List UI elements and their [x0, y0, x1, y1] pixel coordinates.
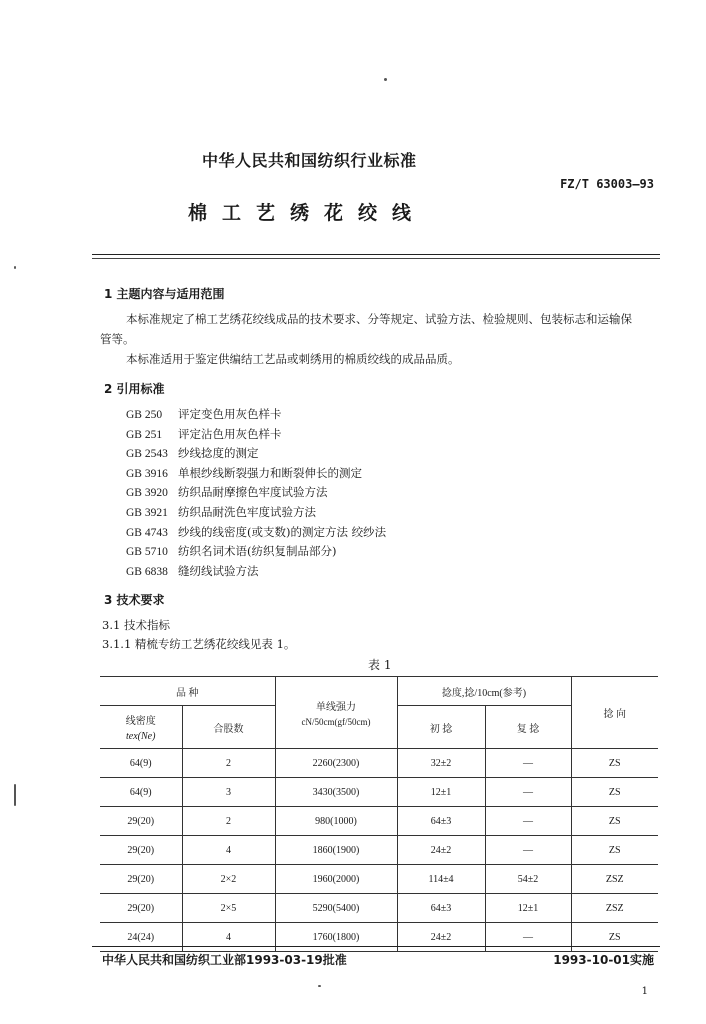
section-3-1-1-text: 3.1.1 精梳专纺工艺绣花绞线见表 1。	[102, 637, 296, 651]
reference-code: GB 6838	[126, 565, 168, 578]
cell-strength: 5290(5400)	[275, 894, 397, 923]
standard-code: FZ/T 63003—93	[560, 177, 654, 191]
table-row	[100, 836, 658, 865]
cell-initial: 114±4	[397, 865, 485, 894]
header-density	[100, 706, 182, 749]
table-row	[100, 807, 658, 836]
approval-line: 中华人民共和国纺织工业部1993-03-19批准	[102, 953, 347, 967]
cell-re: 12±1	[485, 894, 571, 923]
cell-initial: 24±2	[397, 836, 485, 865]
header-variety: 品 种	[100, 677, 275, 706]
section-3-heading: 3 技术要求	[104, 593, 165, 607]
table-row	[100, 749, 658, 778]
header-strength-unit: cN/50cm(gf/50cm)	[301, 717, 371, 727]
cell-ply: 2×5	[182, 894, 275, 923]
cell-strength: 1860(1900)	[275, 836, 397, 865]
issuing-organization: 中华人民共和国纺织行业标准	[202, 151, 417, 170]
header-twist-direction: 捻 向	[571, 677, 658, 749]
section-1-para-2: 本标准适用于鉴定供编结工艺品或刺绣用的棉质绞线的成品品质。	[126, 352, 460, 366]
header-strength-label: 单线强力	[316, 702, 356, 713]
section-1-para-1-line-1: 本标准规定了棉工艺绣花绞线成品的技术要求、分等规定、试验方法、检验规则、包装标志和运输保	[126, 312, 632, 326]
cell-re: 54±2	[485, 865, 571, 894]
cell-initial: 24±2	[397, 923, 485, 952]
cell-ply: 2	[182, 749, 275, 778]
reference-code: GB 250	[126, 409, 163, 421]
header-twist-re: 复 捻	[485, 706, 571, 749]
reference-title: 纺织品耐洗色牢度试验方法	[178, 505, 316, 519]
reference-title: 评定沾色用灰色样卡	[178, 426, 282, 441]
cell-strength: 3430(3500)	[275, 778, 397, 807]
cell-density: 29(20)	[100, 807, 182, 836]
cell-dir: ZS	[571, 778, 658, 807]
cell-re: —	[485, 923, 571, 952]
cell-initial: 64±3	[397, 894, 485, 923]
reference-title: 纺织名词术语(纺织复制品部分)	[178, 544, 337, 559]
reference-code: GB 251	[126, 428, 163, 441]
cell-re: —	[485, 807, 571, 836]
reference-item	[126, 504, 316, 520]
reference-code: GB 3916	[126, 467, 168, 480]
cell-strength: 1960(2000)	[275, 865, 397, 894]
reference-item	[126, 465, 362, 481]
scan-speck	[14, 784, 16, 806]
header-density-unit: tex(Ne)	[126, 731, 156, 742]
document-title: 棉工艺绣花绞线	[188, 202, 427, 224]
header-ply: 合股数	[182, 706, 275, 749]
section-2-heading: 2 引用标准	[104, 382, 165, 396]
cell-density: 29(20)	[100, 865, 182, 894]
cell-re: —	[485, 749, 571, 778]
cell-density: 29(20)	[100, 836, 182, 865]
cell-initial: 64±3	[397, 807, 485, 836]
reference-title: 评定变色用灰色样卡	[178, 407, 282, 421]
scan-speck	[318, 985, 321, 987]
reference-item	[126, 524, 386, 540]
header-strength	[275, 677, 397, 749]
cell-dir: ZS	[571, 923, 658, 952]
cell-density: 24(24)	[100, 923, 182, 952]
table-row	[100, 923, 658, 952]
cell-initial: 12±1	[397, 778, 485, 807]
reference-item	[126, 426, 282, 442]
section-3-1-heading: 3.1 技术指标	[102, 618, 170, 632]
cell-dir: ZS	[571, 836, 658, 865]
header-density-label: 线密度	[125, 716, 156, 727]
cell-ply: 3	[182, 778, 275, 807]
cell-dir: ZSZ	[571, 894, 658, 923]
header-twist-initial: 初 捻	[397, 706, 485, 749]
page-number: 1	[641, 986, 648, 997]
footer-rule	[92, 946, 660, 947]
cell-strength: 1760(1800)	[275, 923, 397, 952]
cell-density: 64(9)	[100, 749, 182, 778]
cell-ply: 4	[182, 836, 275, 865]
reference-code: GB 2543	[126, 448, 168, 461]
reference-item	[126, 484, 328, 500]
reference-item	[126, 563, 259, 579]
table-row	[100, 778, 658, 807]
effective-date: 1993-10-01实施	[553, 953, 654, 967]
reference-code: GB 5710	[126, 546, 168, 559]
cell-ply: 2×2	[182, 865, 275, 894]
cell-dir: ZSZ	[571, 865, 658, 894]
table-caption: 表 1	[368, 658, 392, 672]
reference-code: GB 3920	[126, 487, 168, 500]
table-row	[100, 865, 658, 894]
reference-title: 单根纱线断裂强力和断裂伸长的测定	[178, 465, 362, 480]
cell-re: —	[485, 778, 571, 807]
reference-title: 纺织品耐摩擦色牢度试验方法	[178, 485, 328, 500]
reference-title: 缝纫线试验方法	[178, 563, 259, 578]
reference-title: 纱线捻度的测定	[178, 446, 259, 461]
spec-table	[100, 676, 658, 952]
cell-density: 29(20)	[100, 894, 182, 923]
header-twist: 捻度,捻/10cm(参考)	[397, 677, 571, 706]
cell-dir: ZS	[571, 807, 658, 836]
reference-title: 纱线的线密度(或支数)的测定方法 绞纱法	[178, 524, 387, 539]
cell-dir: ZS	[571, 749, 658, 778]
cell-strength: 980(1000)	[275, 807, 397, 836]
header-rule-thin	[92, 258, 660, 259]
cell-re: —	[485, 836, 571, 865]
cell-strength: 2260(2300)	[275, 749, 397, 778]
scan-speck	[14, 266, 16, 269]
section-1-heading: 1 主题内容与适用范围	[104, 287, 225, 301]
reference-item	[126, 445, 259, 461]
reference-code: GB 4743	[126, 526, 168, 539]
section-1-para-1-line-2: 管等。	[100, 332, 135, 346]
cell-ply: 4	[182, 923, 275, 952]
reference-item	[126, 543, 336, 559]
cell-ply: 2	[182, 807, 275, 836]
reference-item	[126, 406, 282, 422]
table-row	[100, 894, 658, 923]
cell-initial: 32±2	[397, 749, 485, 778]
reference-code: GB 3921	[126, 507, 168, 519]
cell-density: 64(9)	[100, 778, 182, 807]
scan-speck	[384, 78, 387, 81]
header-rule	[92, 254, 660, 255]
